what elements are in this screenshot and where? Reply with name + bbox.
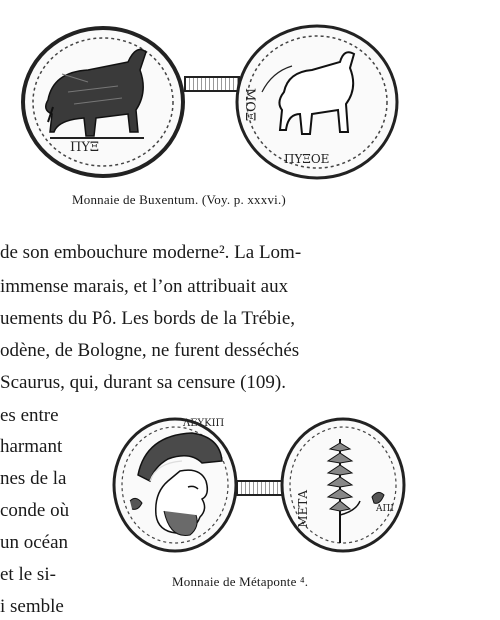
buxentum-reverse-legend-bottom: ΠΥΞΟΕ [284,152,330,166]
buxentum-reverse-legend-top: ΜΟΞ [242,88,257,122]
text-line: odène, de Bologne, ne furent desséchés [0,340,300,361]
side-text-line: un océan [0,532,69,553]
metaponte-reverse-small: ΑΠΙ [376,504,394,514]
text-line: immense marais, et l’on attribuait aux [0,276,289,297]
metaponte-coin-obverse [110,415,240,555]
text-line: Scaurus, qui, durant sa censure (109). [0,372,286,393]
buxentum-obverse-legend: ΠΥΞ [70,140,100,155]
metaponte-coin-reverse [278,415,408,555]
side-text-line: es entre [0,405,59,426]
figure-caption-metaponte: Monnaie de Métaponte ⁴. [172,574,309,589]
side-text-line: i semble [0,596,64,617]
figure-caption-buxentum: Monnaie de Buxentum. (Voy. p. xxxvi.) [72,192,286,207]
metaponte-obverse-legend: ΛΕΥΚΙΠ [183,418,225,429]
text-line: de son embouchure moderne². La Lom- [0,242,302,263]
side-text-line: nes de la [0,468,67,489]
metaponte-reverse-legend: ΜΕΤΑ [296,490,310,528]
coin-connector-bottom [236,480,284,496]
buxentum-coin-obverse [18,22,188,182]
text-line: uements du Pô. Les bords de la Trébie, [0,308,296,329]
side-text-line: conde où [0,500,70,521]
side-text-line: et le si- [0,564,56,585]
side-text-line: harmant [0,436,63,457]
